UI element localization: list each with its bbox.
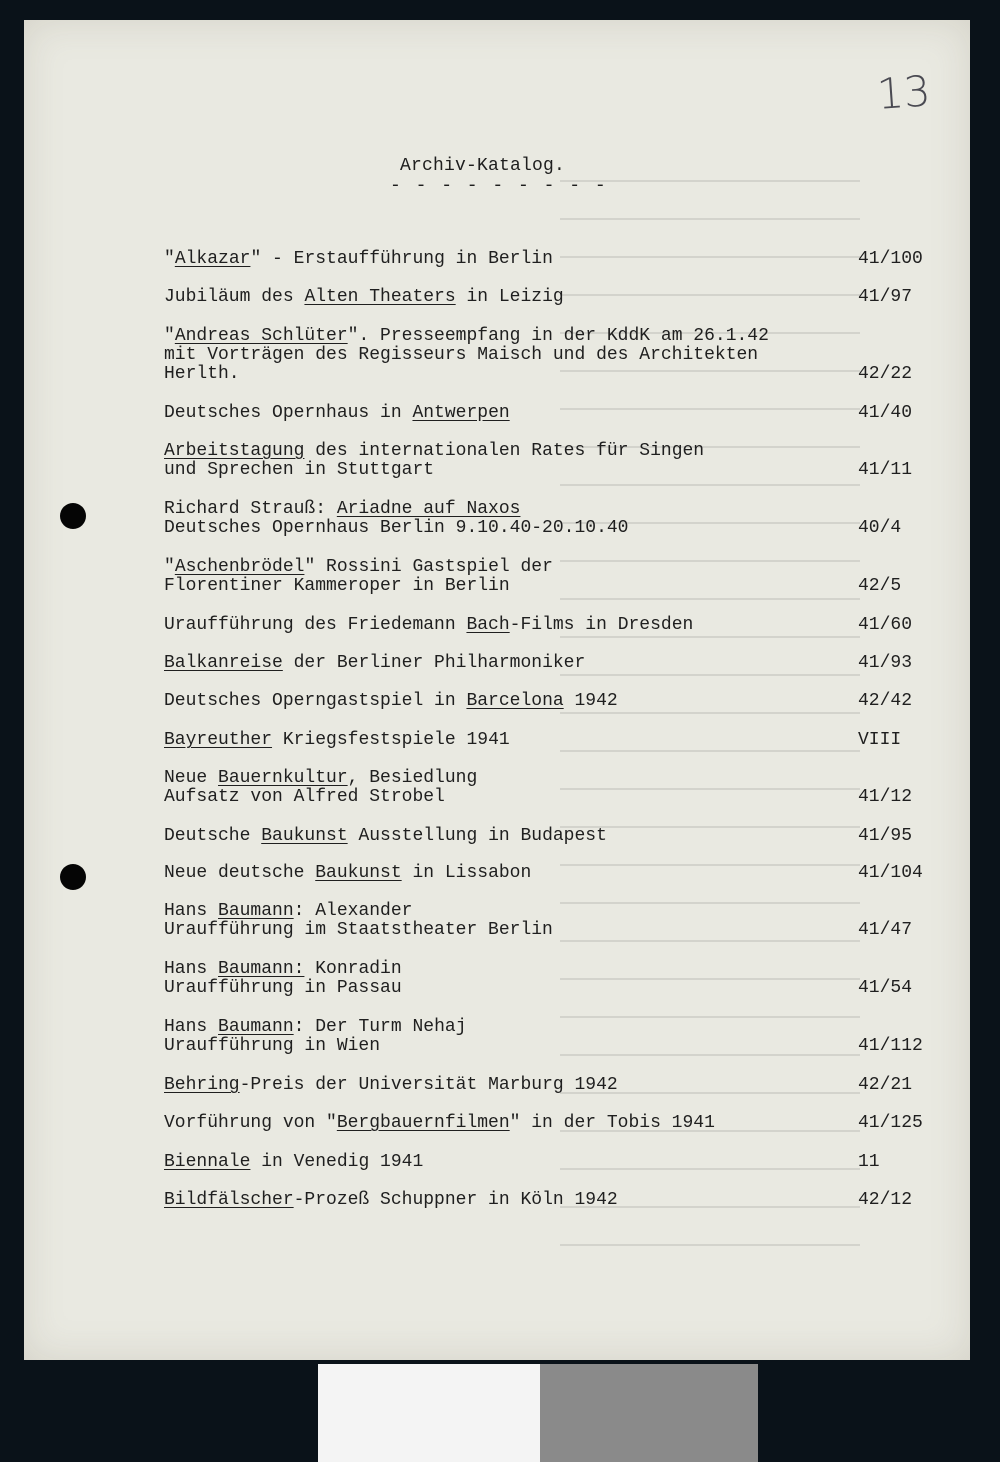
underlined-keyword: Bildfälscher bbox=[164, 1190, 294, 1210]
underlined-keyword: Bach bbox=[466, 615, 510, 635]
entry-text bbox=[164, 250, 844, 269]
entry-reference: 41/100 bbox=[858, 249, 923, 269]
entry-text-part: Deutsches Opernhaus Berlin 9.10.40-20.10.40 bbox=[164, 518, 629, 538]
entry-text-part: des internationalen Rates für Singen und Sprechen in Stuttgart bbox=[164, 441, 705, 480]
entry-text-part: Neue deutsche bbox=[164, 863, 316, 883]
underlined-keyword: Ariadne auf Naxos bbox=[336, 499, 521, 519]
entry-reference: 42/42 bbox=[858, 691, 913, 711]
entry-text bbox=[164, 288, 844, 307]
entry-text bbox=[164, 442, 844, 480]
entry-text-part: Deutsches Operngastspiel in bbox=[164, 691, 467, 711]
underlined-keyword: Baumann bbox=[218, 901, 294, 921]
punch-hole-upper bbox=[60, 503, 86, 529]
entry-text bbox=[164, 960, 844, 998]
entry-reference: 41/97 bbox=[858, 287, 913, 307]
entry-reference: 41/12 bbox=[858, 787, 913, 807]
underlined-keyword: Alten Theaters bbox=[304, 287, 456, 307]
entry-text bbox=[164, 500, 844, 538]
color-card-white bbox=[318, 1364, 540, 1462]
entry-text-part: Konradin Uraufführung in Passau bbox=[164, 959, 402, 998]
entry-text bbox=[164, 1018, 844, 1056]
entry-reference: 42/5 bbox=[858, 576, 902, 596]
entry-text-part: " Rossini Gastspiel der Florentiner Kammeroper in Berlin bbox=[164, 557, 553, 596]
entry-text bbox=[164, 404, 844, 423]
underlined-keyword: Behring bbox=[164, 1075, 240, 1095]
underlined-keyword: Alkazar bbox=[174, 249, 251, 269]
entry-reference: 42/12 bbox=[858, 1190, 913, 1210]
entry-text bbox=[164, 1153, 844, 1172]
entry-text-part: " in der Tobis 1941 bbox=[509, 1113, 715, 1133]
entry-text bbox=[164, 692, 844, 711]
entry-text-part: Deutsches Opernhaus in bbox=[164, 403, 413, 423]
underlined-keyword: Bergbauernfilmen bbox=[336, 1113, 510, 1133]
entry-text bbox=[164, 1114, 844, 1133]
entry-text-part: ". Presseempfang in der KddK am 26.1.42 mit Vorträgen des Regisseurs Maisch und des Architekten Herlth. bbox=[164, 326, 769, 384]
underlined-keyword: Baukunst bbox=[315, 863, 402, 883]
underlined-keyword: Arbeitstagung bbox=[164, 441, 305, 461]
entry-reference: 41/11 bbox=[858, 460, 913, 480]
entry-text bbox=[164, 864, 844, 883]
entry-text-part: -Preis der Universität Marburg 1942 bbox=[239, 1075, 618, 1095]
entry-text-part: " - Erstaufführung in Berlin bbox=[250, 249, 553, 269]
entry-text-part: 1942 bbox=[563, 691, 618, 711]
entry-reference: 41/95 bbox=[858, 826, 913, 846]
entry-text bbox=[164, 654, 844, 673]
underlined-keyword: Baumann: bbox=[218, 959, 305, 979]
entry-reference: 41/125 bbox=[858, 1113, 923, 1133]
entry-text-part: : Alexander Uraufführung im Staatstheater Berlin bbox=[164, 901, 553, 940]
entry-text bbox=[164, 1076, 844, 1095]
entry-text bbox=[164, 1191, 844, 1210]
underlined-keyword: Andreas Schlüter bbox=[174, 326, 348, 346]
entry-reference: 41/60 bbox=[858, 615, 913, 635]
entry-reference: 41/54 bbox=[858, 978, 913, 998]
entry-text bbox=[164, 616, 844, 635]
entry-reference: 42/22 bbox=[858, 364, 913, 384]
entry-text bbox=[164, 827, 844, 846]
underlined-keyword: Baumann bbox=[218, 1017, 294, 1037]
entry-text-part: Uraufführung des Friedemann bbox=[164, 615, 467, 635]
folio-number: 13 bbox=[874, 66, 932, 119]
entry-text-part: : Der Turm Nehaj Uraufführung in Wien bbox=[164, 1017, 467, 1056]
underlined-keyword: Bayreuther bbox=[164, 730, 273, 750]
entry-text-part: in Venedig 1941 bbox=[250, 1152, 424, 1172]
entry-text-part: Richard Strauß: bbox=[164, 499, 337, 519]
entry-text bbox=[164, 327, 844, 384]
entry-text-part: in Leizig bbox=[455, 287, 564, 307]
entry-text-part: -Prozeß Schuppner in Köln 1942 bbox=[293, 1190, 618, 1210]
entry-text-part: , Besiedlung Aufsatz von Alfred Strobel bbox=[164, 768, 478, 807]
entry-text bbox=[164, 731, 844, 750]
underlined-keyword: Antwerpen bbox=[412, 403, 510, 423]
underlined-keyword: Barcelona bbox=[466, 691, 564, 711]
entry-reference: 11 bbox=[858, 1152, 880, 1172]
underlined-keyword: Aschenbrödel bbox=[174, 557, 305, 577]
entry-text bbox=[164, 558, 844, 596]
entry-text bbox=[164, 769, 844, 807]
entry-text-part: Neue bbox=[164, 768, 219, 788]
entry-text-part: " bbox=[164, 557, 175, 577]
entry-reference: 41/112 bbox=[858, 1036, 923, 1056]
entry-text-part: der Berliner Philharmoniker bbox=[282, 653, 586, 673]
entry-text-part: Jubiläum des bbox=[164, 287, 305, 307]
entry-text-part: Hans bbox=[164, 959, 219, 979]
underlined-keyword: Biennale bbox=[164, 1152, 251, 1172]
title-underline: - - - - - - - - - bbox=[390, 176, 608, 196]
entry-reference: 41/40 bbox=[858, 403, 913, 423]
entry-text-part: Ausstellung in Budapest bbox=[347, 826, 607, 846]
punch-hole-lower bbox=[60, 864, 86, 890]
entry-text bbox=[164, 902, 844, 940]
entry-reference: 42/21 bbox=[858, 1075, 913, 1095]
entry-text-part: " bbox=[164, 249, 175, 269]
entry-reference: 40/4 bbox=[858, 518, 902, 538]
entry-text-part: Kriegsfestspiele 1941 bbox=[272, 730, 510, 750]
color-card-gray bbox=[540, 1364, 758, 1462]
entry-text-part: -Films in Dresden bbox=[509, 615, 694, 635]
entry-reference: VIII bbox=[858, 730, 902, 750]
underlined-keyword: Balkanreise bbox=[164, 653, 283, 673]
entry-reference: 41/104 bbox=[858, 863, 923, 883]
entry-text-part: " bbox=[164, 326, 175, 346]
underlined-keyword: Bauernkultur bbox=[218, 768, 348, 788]
underlined-keyword: Baukunst bbox=[261, 826, 348, 846]
entry-text-part: Hans bbox=[164, 1017, 219, 1037]
entry-text-part: Vorführung von " bbox=[164, 1113, 337, 1133]
entry-reference: 41/47 bbox=[858, 920, 913, 940]
entry-text-part: Hans bbox=[164, 901, 219, 921]
entry-reference: 41/93 bbox=[858, 653, 913, 673]
entry-text-part: in Lissabon bbox=[401, 863, 532, 883]
page-title: Archiv-Katalog. bbox=[400, 156, 566, 176]
entry-text-part: Deutsche bbox=[164, 826, 262, 846]
